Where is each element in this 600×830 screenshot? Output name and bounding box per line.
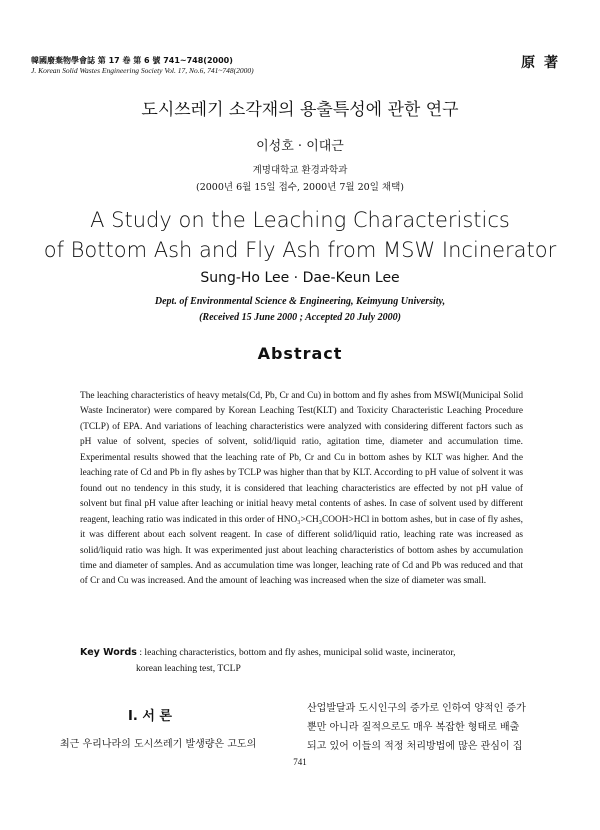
korean-affiliation: 계명대학교 환경과학과 <box>252 165 348 176</box>
english-affiliation: Dept. of Environmental Science & Engineering, Keimyung University, <box>154 296 446 307</box>
english-title <box>0 205 600 265</box>
keywords-label: Key Words <box>80 647 137 658</box>
journal-header-english: J. Korean Solid Wastes Engineering Society Vol. 17, No.6, 741~748(2000) <box>31 66 254 75</box>
intro-right-line2: 뿐만 아니라 질적으로도 매우 복잡한 형태로 배출 <box>307 722 520 733</box>
section-heading-introduction: Ⅰ. 서 론 <box>128 709 172 724</box>
abstract-body: The leaching characteristics of heavy metals(Cd, Pb, Cr and Cu) in bottom and fly ashes from MSWI(Municipal Solid Waste Incinerator) were compared by Korean Leaching Test(KLT) and Toxicity Characteristic Leaching Procedure (TCLP) of EPA. And variations of leaching characteristics were analyzed with considering different factors such as pH value of solvent, species of solvent, solid/liquid ratio, agitation time, diameter and accumulation time. Experimental results showed that the leaching rate of Pb, Cr and Cu in bottom ashes by KLT was higher. And the leaching rate of Cd and Pb in fly ashes by TCLP was higher than that by KLT. According to pH value of solvent it was found out no tendency in this study, it is considered that leaching characteristics are effected by not pH value of solvent but final pH value after leaching or initial heavy metal contents of ashes. In case of solvent used by different reagent, leaching ratio was indicated in this order of HNO₃>CH₃COOH>HCl in bottom ashes, but in case of fly ashes, it was different about each solvent reagent. In case of different solid/liquid ratio, leaching rate was increased as solid/liquid ratio was high. It was experimented just about leaching characteristics of bottom ashes by accumulation time and diameter of samples. And as accumulation time was longer, leaching rate of Cd and Pb was reduced and that of Cr and Cu was increased. And the amount of leaching was increased when the size of diameter was small. <box>80 391 523 587</box>
english-affiliation-block <box>0 294 600 326</box>
korean-authors: 이성호 · 이대근 <box>256 139 344 154</box>
intro-right-line1: 산업발달과 도시인구의 증가로 인하여 양적인 증가 <box>307 703 526 714</box>
english-dates: (Received 15 June 2000 ; Accepted 20 July 2000) <box>199 312 401 323</box>
keywords <box>80 645 530 676</box>
korean-title: 도시쓰레기 소각재의 용출특성에 관한 연구 <box>141 100 459 120</box>
intro-left-column: 최근 우리나라의 도시쓰레기 발생량은 고도의 <box>60 739 257 750</box>
journal-header-korean: 韓國廢棄物學會誌 第 17 卷 第 6 號 741~748(2000) <box>31 56 233 65</box>
keywords-line1: : leaching characteristics, bottom and fly ashes, municipal solid waste, incinerator, <box>139 647 456 658</box>
abstract-heading: Abstract <box>257 344 343 363</box>
intro-right-line3: 되고 있어 이들의 적정 처리방법에 많은 관심이 집 <box>307 741 523 752</box>
english-authors: Sung-Ho Lee · Dae-Keun Lee <box>200 270 400 286</box>
keywords-line2: korean leaching test, TCLP <box>136 662 241 674</box>
intro-right-column <box>307 699 537 756</box>
english-title-line2: of Bottom Ash and Fly Ash from MSW Incinerator <box>43 238 557 262</box>
page-number: 741 <box>293 757 307 767</box>
korean-dates: (2000년 6월 15일 접수, 2000년 7월 20일 채택) <box>196 182 404 193</box>
article-type-badge: 原 著 <box>521 55 560 71</box>
english-title-line1: A Study on the Leaching Characteristics <box>90 208 510 232</box>
